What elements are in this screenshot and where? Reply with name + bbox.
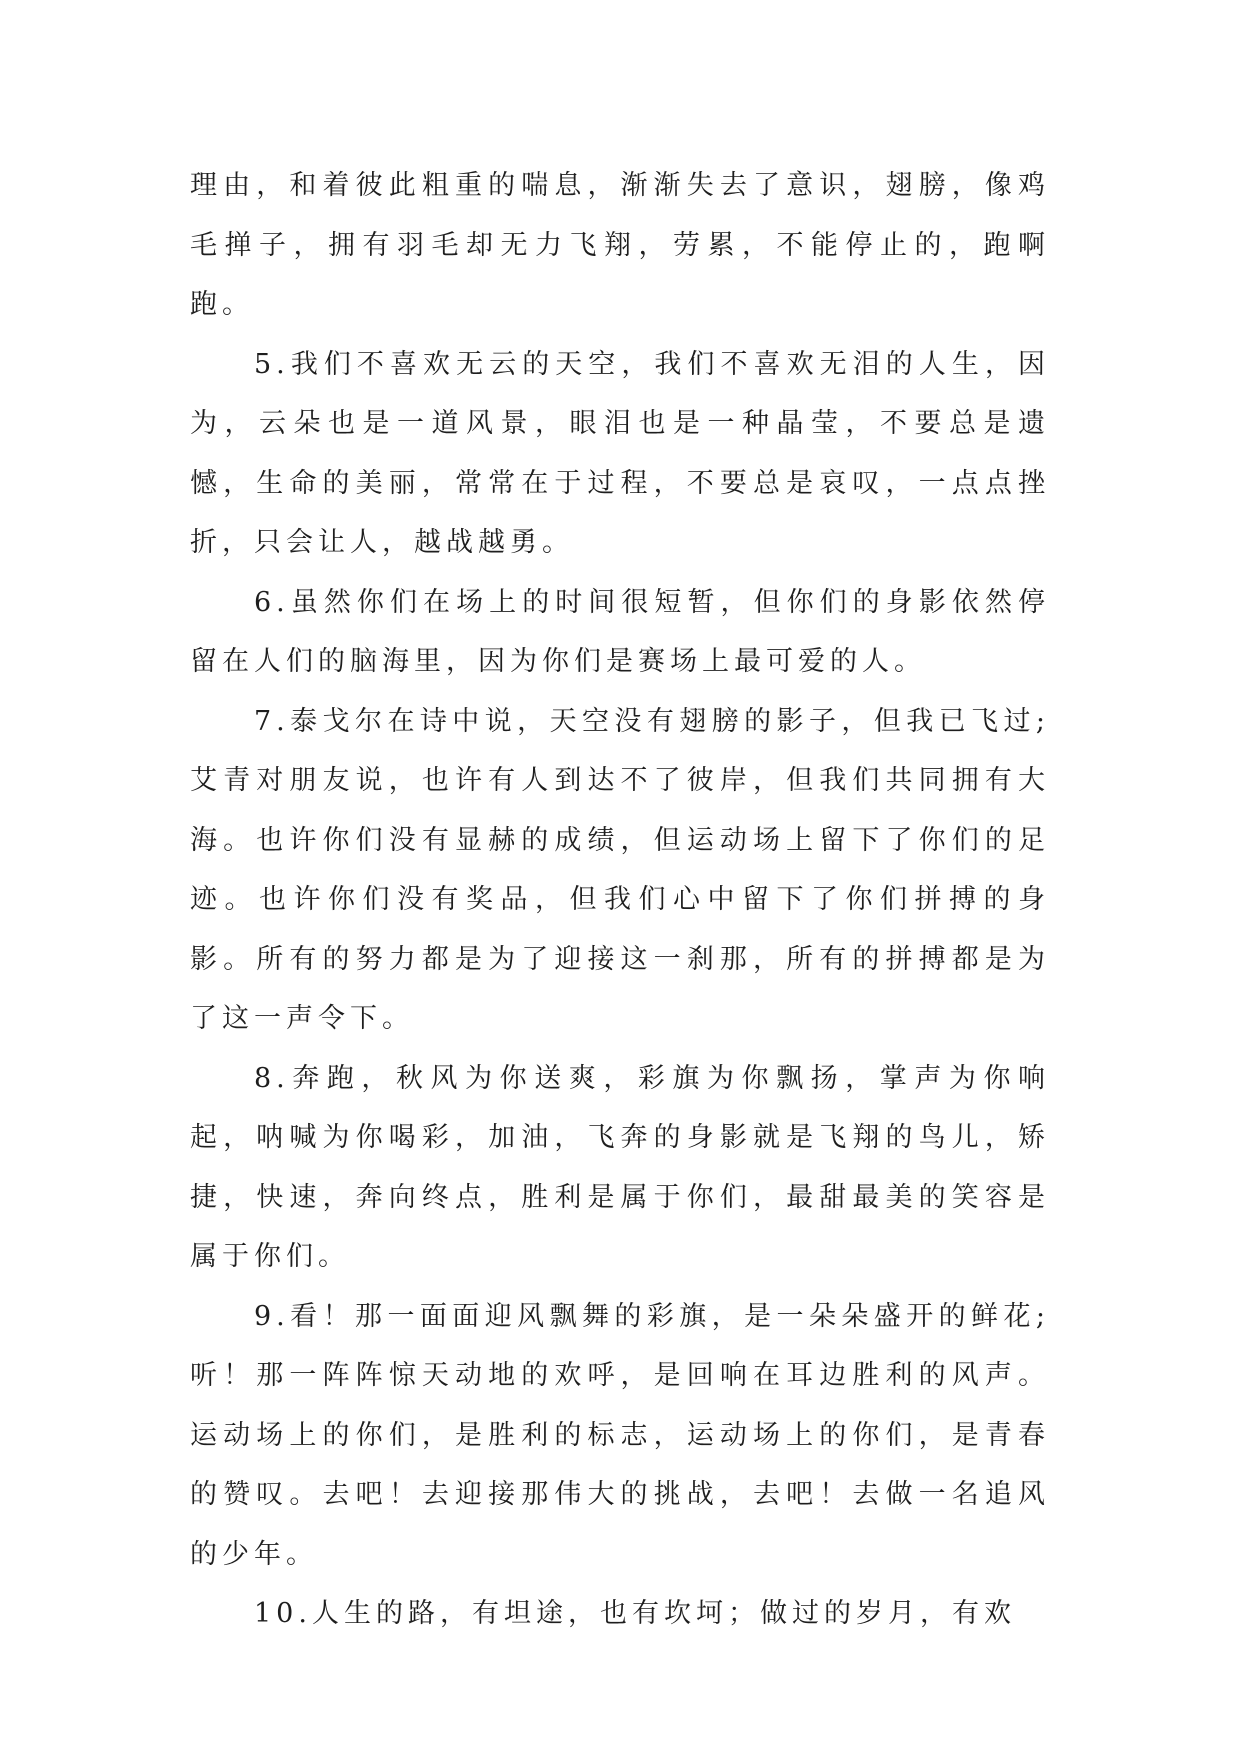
paragraph-continuation: 理由，和着彼此粗重的喘息，渐渐失去了意识，翅膀，像鸡毛掸子，拥有羽毛却无力飞翔，劳累，不能停止的，跑啊跑。 bbox=[190, 170, 1050, 320]
paragraph-item-9: 9.看！那一面面迎风飘舞的彩旗，是一朵朵盛开的鲜花;听！那一阵阵惊天动地的欢呼，是回响在耳边胜利的风声。运动场上的你们，是胜利的标志，运动场上的你们，是青春的赞叹。去吧！去迎接那伟大的挑战，去吧！去做一名追风的少年。 bbox=[190, 1300, 1050, 1570]
paragraph-item-8: 8.奔跑，秋风为你送爽，彩旗为你飘扬，掌声为你响起，呐喊为你喝彩，加油，飞奔的身影就是飞翔的鸟儿，矫捷，快速，奔向终点，胜利是属于你们，最甜最美的笑容是属于你们。 bbox=[190, 1062, 1050, 1272]
paragraph-item-5: 5.我们不喜欢无云的天空，我们不喜欢无泪的人生，因为，云朵也是一道风景，眼泪也是一种晶莹，不要总是遗憾，生命的美丽，常常在于过程，不要总是哀叹，一点点挫折，只会让人，越战越勇。 bbox=[190, 348, 1050, 558]
document-body bbox=[190, 156, 1050, 1644]
paragraph-item-6: 6.虽然你们在场上的时间很短暂，但你们的身影依然停留在人们的脑海里，因为你们是赛场上最可爱的人。 bbox=[190, 586, 1050, 677]
paragraph-item-7: 7.泰戈尔在诗中说，天空没有翅膀的影子，但我已飞过;艾青对朋友说，也许有人到达不了彼岸，但我们共同拥有大海。也许你们没有显赫的成绩，但运动场上留下了你们的足迹。也许你们没有奖品，但我们心中留下了你们拼搏的身影。所有的努力都是为了迎接这一刹那，所有的拼搏都是为了这一声令下。 bbox=[190, 705, 1050, 1034]
paragraph-item-10: 10.人生的路，有坦途，也有坎坷；做过的岁月，有欢 bbox=[254, 1598, 1016, 1629]
